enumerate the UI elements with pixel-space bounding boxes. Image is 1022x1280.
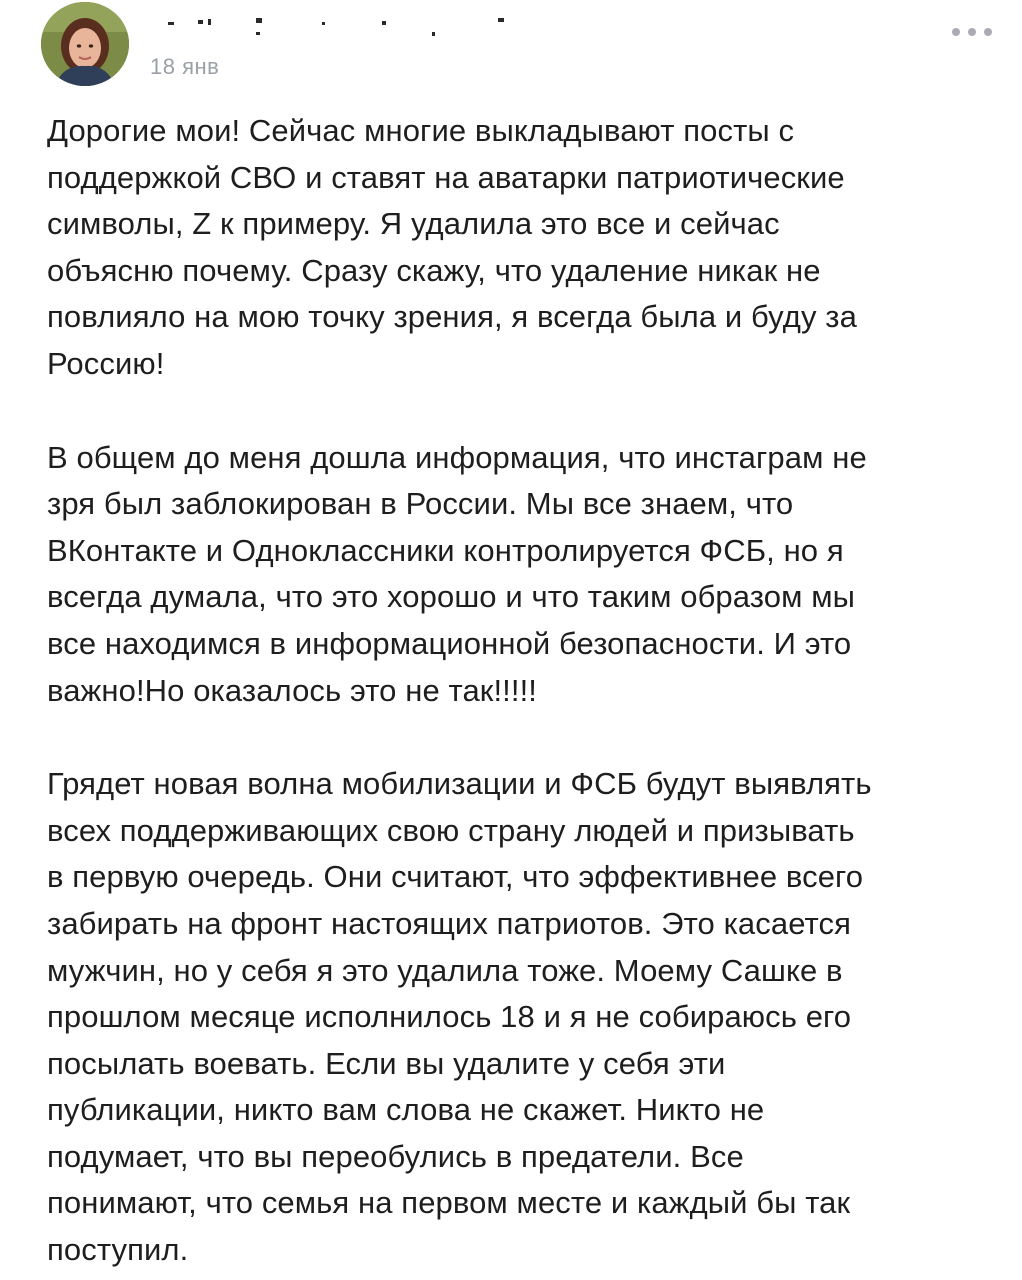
post-paragraph: В общем до меня дошла информация, что инстаграм не зря был заблокирован в России. Мы все знаем, что ВКонтакте и Одноклассники контролируется ФСБ, но я всегда думала, что это хорошо и что таким образом мы все находимся в информационной безопасности. И это важно!Но оказалось это не так!!!!!: [47, 439, 867, 708]
dot: [984, 28, 992, 36]
post-header: [0, 0, 1022, 100]
post-date: 18 янв: [150, 54, 220, 79]
avatar-photo: [41, 2, 129, 86]
more-horizontal-icon[interactable]: [952, 22, 992, 42]
post-paragraph: Дорогие мои! Сейчас многие выкладывают посты с поддержкой СВО и ставят на аватарки патриотические символы, Z к примеру. Я удалила это все и сейчас объясню почему. Сразу скажу, что удаление никак не повлияло на мою точку зрения, я всегда была и буду за Россию!: [47, 113, 857, 381]
post-text: [47, 108, 1007, 1274]
post-paragraph: Грядет новая волна мобилизации и ФСБ будут выявлять всех поддерживающих свою страну людей и призывать в первую очередь. Они считают, что эффективнее всего забирать на фронт настоящих патриотов. Это касается мужчин, но у себя я это удалила тоже. Моему Сашке в прошлом месяце исполнилось 18 и я не собираюсь его посылать воевать. Если вы удалите у себя эти публикации, никто вам слова не скажет. Никто не подумает, что вы переобулись в предатели. Все понимают, что семья на первом месте и каждый бы так поступил.: [47, 766, 872, 1268]
author-name-redacted[interactable]: [168, 8, 508, 36]
dot: [952, 28, 960, 36]
dot: [968, 28, 976, 36]
avatar[interactable]: [41, 2, 129, 86]
